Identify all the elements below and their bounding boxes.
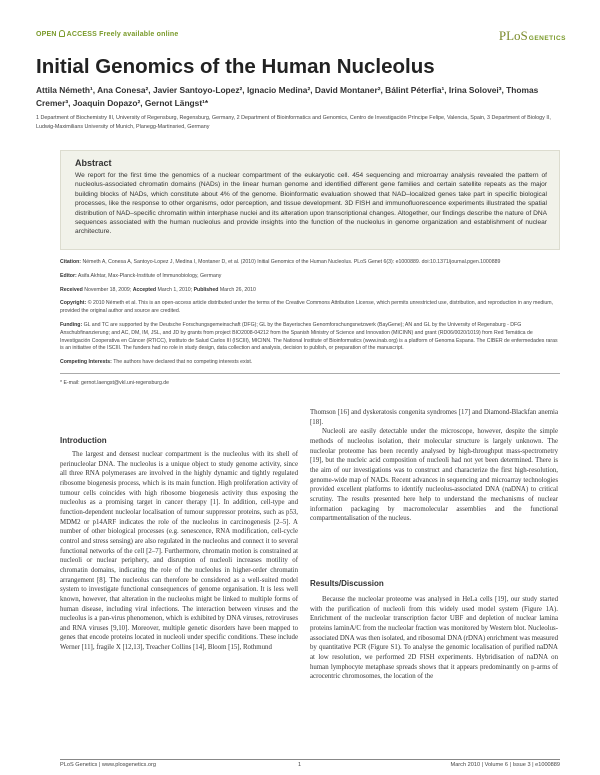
footer-journal: PLoS Genetics | www.plosgenetics.org	[60, 762, 156, 768]
paper-title: Initial Genomics of the Human Nucleolus	[36, 55, 435, 78]
open-access-label-2: ACCESS Freely available online	[66, 31, 179, 38]
intro-paragraph-2: Nucleoli are easily detectable under the microscope, however, despite the simple methods of nucleolus isolation, their molecular structure is largely unknown. The nucleolar proteome has been recently analysed by high-throughput mass-spectrometry [19], but the nucleic acid composition of nucleoli had not yet been determined. There is the aim of our investigations was to construct and characterize the first high-resolution, genome-wide map of NADs. Recent advances in sequencing and microarray technologies provided excellent platforms to identify nucleolus-associated DNA (naDNA) to critical scrutiny. The results presented here help to understand the mechanisms of nuclear information packaging by macromolecular assemblies and the functional compartmentalisation of the nucleus.	[310, 428, 558, 523]
abstract-heading: Abstract	[75, 158, 112, 168]
abstract-text: We report for the first time the genomics of a nuclear compartment of the eukaryotic cell. 454 sequencing and microarray analysis revealed the pattern of nucleolus-associated chromatin domains (NADs) in the linear human genome and identified different gene families and certain satellite repeats as the major building blocks of NADs, which constitute about 4% of the genome. Bioinformatic evaluation showed that NAD–localized genes take part in specific biological processes, like the response to other organisms, odor perception, and tissue development. 3D FISH and immunofluorescence experiments illustrated the spatial distribution of NAD–specific chromatin within interphase nuclei and its alteration upon transcriptional changes. Altogether, our findings describe the nature of DNA sequences associated with the human nucleolus and provide insights into the function of the nucleolus in genome organization and establishment of nuclear architecture.	[75, 172, 547, 236]
page-number: 1	[298, 762, 302, 768]
journal-logo-sub: GENETICS	[528, 35, 566, 42]
divider	[60, 373, 560, 374]
results-heading: Results/Discussion	[310, 579, 384, 588]
journal-logo	[499, 27, 566, 45]
open-access-label: OPEN	[36, 31, 57, 38]
funding: Funding: GL and TC are supported by the Deutsche Forschungsgemeinschaft (DFG); GL by the Bayerisches Genomforschungsnetzwerk (BayGene); AN and GL by the University of Regensburg - DFG Anschubfinanzierung; and AC, DM, IM, JSL, and JD by grants from project BIO2008-04212 from the Spanish Ministry of Science and Innovation (MICINN) and grant (RD06/0020/1019) from Red Temática de Investigación Cooperativa en Cáncer (RTICC), Instituto de Salud Carlos III (ISCIII), MICINN. The National Institute of Bioinformatics (www.inab.org) is a platform of Genoma Espana. The CIBER de enfermedades raras is an initiative of the ISCIII. The funders had no role in study design, data collection and analysis, decision to publish, or preparation of the manuscript.	[60, 321, 558, 352]
open-lock-icon	[59, 30, 65, 37]
dates: Received November 18, 2009; Accepted March 1, 2010; Published March 26, 2010	[60, 286, 256, 293]
footer-issue: March 2010 | Volume 6 | Issue 3 | e1000889	[450, 762, 560, 768]
results-column	[310, 595, 558, 682]
right-column	[310, 408, 558, 524]
article-metadata	[60, 259, 560, 394]
left-column	[60, 450, 298, 653]
abstract-box	[60, 150, 560, 250]
footer-rule	[60, 759, 560, 760]
intro-paragraph: The largest and densest nuclear compartment is the nucleolus with its shell of perinucleolar DNA. The nucleolus is a unique object to study genome activity, since all three RNA polymerases are involved in the highly dynamic and tightly regulated ribosome biogenesis process, which is its main function. High proliferation activity of tumour cells coincides with high ribosome biogenesis activity thus exposing the nucleolus as a promising target in cancer therapy [1]. In addition, cell-type and function-dependent nucleolar localisation of tumour suppressor proteins, such as p53, MDM2 or p14ARF indicates the role of the nucleolus in carcinogenesis [2–5]. A number of other biological processes (e.g. senescence, RNA modification, cell-cycle control and stress sensing) are also regulated in the nucleolus and connect it to several functional networks of the cell [2–7]. Furthermore, chromatin motion is constrained at nucleoli or nuclear periphery, and disruption of nucleoli increases motility of chromatin domains, indicating the role of the nucleolus in higher-order chromatin arrangement [8]. The nucleolus can therefore be considered as a well-suited model system to investigate functional consequences of genome organisation. It is less well known, however, that alteration in the nucleolus might be linked to multiple forms of human disease, including viral infections. The interaction between viruses and the nucleolus is a pan-virus phenomenon, which is exhibited by DNA viruses, retroviruses and RNA viruses [9,10]. Moreover, multiple genetic disorders have been mapped to genes that encode proteins located in nucleoli under specific conditions. These include Werner [11], fragile X [12,13], Treacher Collins [14], Bloom [15], Rothmund	[60, 451, 298, 652]
introduction-heading: Introduction	[60, 436, 107, 445]
results-paragraph: Because the nucleolar proteome was analysed in HeLa cells [19], our study started with the purification of nucleoli from this widely used model system (Figure 1A). Enrichment of the nucleolar transcription factor UBF and depletion of nuclear lamina proteins laminA/C from the nucleolar fraction was monitored by Western blot. Nucleolus-associated DNA was then isolated, and ribosomal DNA (rDNA) enrichment was measured by quantitative PCR (Figure S1). To analyse the genomic localisation of purified naDNA at low resolution, we performed 2D FISH experiments. Hybridisation of naDNA on human lymphocyte metaphase spreads shows that it appears predominantly on p-arms of acrocentric chromosomes, the location of the	[310, 596, 558, 681]
open-access-banner	[36, 30, 178, 38]
author-list: Attila Németh¹, Ana Conesa², Javier Santoyo-Lopez², Ignacio Medina², David Montaner², Bálint Péterfia¹, Irina Solovei³, Thomas Cremer³, Joaquin Dopazo², Gernot Längst¹*	[36, 85, 539, 108]
corresponding-email: * E-mail: gernot.laengst@vkl.uni-regensburg.de	[60, 379, 170, 386]
competing-interests: Competing Interests: The authors have declared that no competing interests exist.	[60, 359, 253, 366]
affiliations: 1 Department of Biochemistry III, University of Regensburg, Regensburg, Germany, 2 Department of Bioinformatics and Genomics, Centro de Investigación Príncipe Felipe, Valencia, Spain, 3 Department of Biology II, Ludwig-Maximilians University of Munich, Planegg-Martinsried, Germany	[36, 115, 551, 130]
journal-logo-text: PLoS	[498, 28, 528, 43]
citation: Citation: Németh A, Conesa A, Santoyo-Lopez J, Medina I, Montaner D, et al. (2010) Initial Genomics of the Human Nucleolus. PLoS Genet 6(3): e1000889. doi:10.1371/journal.pgen.1000889	[60, 259, 501, 265]
copyright: Copyright: © 2010 Németh et al. This is an open-access article distributed under the terms of the Creative Commons Attribution License, which permits unrestricted use, distribution, and reproduction in any medium, provided the original author and source are credited.	[60, 300, 554, 315]
editor: Editor: Asifa Akhtar, Max-Planck-Institute of Immunobiology, Germany	[60, 272, 222, 279]
journal-header	[36, 28, 566, 42]
intro-continuation: Thomson [16] and dyskeratosis congenita syndromes [17] and Diamond-Blackfan anemia [18].	[310, 409, 558, 426]
